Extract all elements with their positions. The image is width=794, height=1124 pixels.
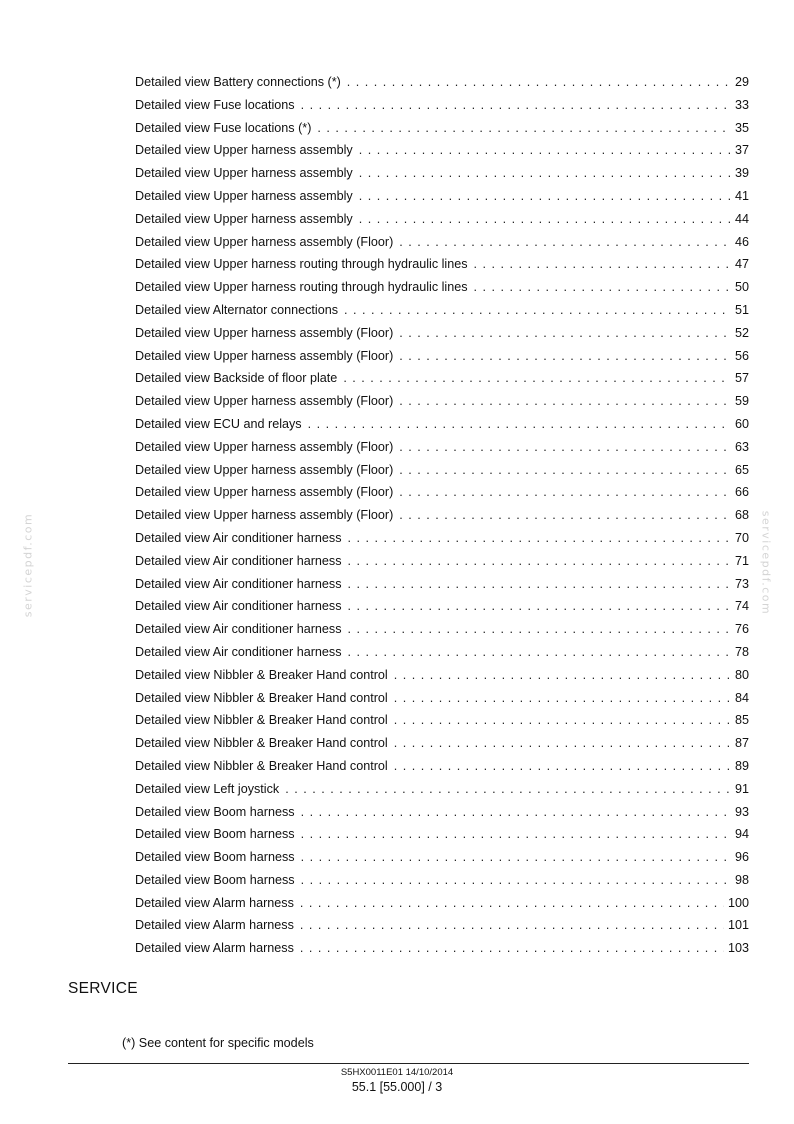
toc-leader-dots: [399, 481, 731, 504]
toc-leader-dots: [348, 573, 731, 596]
toc-entry-title: Detailed view Air conditioner harness: [135, 553, 342, 568]
toc-entry-title: Detailed view Nibbler & Breaker Hand control: [135, 736, 388, 751]
toc-entry-page: 89: [734, 758, 749, 773]
toc-entry[interactable]: [135, 459, 749, 482]
toc-entry-title: Detailed view Upper harness assembly (Floor): [135, 234, 394, 249]
toc-leader-dots: [394, 664, 731, 687]
toc-entry[interactable]: [135, 732, 749, 755]
toc-entry[interactable]: [135, 914, 749, 937]
toc-entry-page: 84: [734, 690, 749, 705]
toc-entry-title: Detailed view Alarm harness: [135, 918, 294, 933]
toc-leader-dots: [348, 595, 731, 618]
toc-leader-dots: [359, 162, 731, 185]
toc-leader-dots: [348, 641, 731, 664]
toc-leader-dots: [300, 892, 724, 915]
toc-entry-page: 52: [734, 325, 749, 340]
toc-entry[interactable]: [135, 664, 749, 687]
toc-entry-title: Detailed view Fuse locations: [135, 97, 295, 112]
toc-leader-dots: [348, 527, 731, 550]
toc-entry[interactable]: [135, 937, 749, 960]
toc-leader-dots: [399, 345, 731, 368]
toc-leader-dots: [317, 117, 731, 140]
toc-entry-page: 103: [727, 941, 749, 956]
toc-entry-title: Detailed view Upper harness assembly: [135, 143, 353, 158]
toc-leader-dots: [347, 71, 731, 94]
toc-entry[interactable]: [135, 139, 749, 162]
toc-entry[interactable]: [135, 185, 749, 208]
toc-entry-page: 93: [734, 804, 749, 819]
toc-leader-dots: [394, 755, 731, 778]
watermark-left: servicepdf.com: [21, 512, 35, 618]
toc-entry[interactable]: [135, 641, 749, 664]
toc-entry-page: 94: [734, 827, 749, 842]
toc-leader-dots: [348, 550, 731, 573]
toc-leader-dots: [394, 732, 731, 755]
toc-leader-dots: [399, 390, 731, 413]
toc-entry-page: 60: [734, 416, 749, 431]
toc-entry[interactable]: [135, 117, 749, 140]
toc-entry[interactable]: [135, 709, 749, 732]
toc-entry-title: Detailed view Alarm harness: [135, 895, 294, 910]
toc-leader-dots: [301, 869, 731, 892]
toc-entry[interactable]: [135, 687, 749, 710]
toc-entry-title: Detailed view Left joystick: [135, 781, 280, 796]
toc-entry-title: Detailed view Fuse locations (*): [135, 120, 312, 135]
toc-entry[interactable]: [135, 276, 749, 299]
footer-divider: [68, 1063, 749, 1064]
toc-entry-title: Detailed view Upper harness assembly: [135, 166, 353, 181]
footnote: (*) See content for specific models: [122, 1036, 314, 1050]
toc-entry-title: Detailed view Backside of floor plate: [135, 371, 338, 386]
toc-entry-page: 33: [734, 97, 749, 112]
toc-entry[interactable]: [135, 892, 749, 915]
toc-entry[interactable]: [135, 71, 749, 94]
toc-entry-title: Detailed view Upper harness assembly (Floor): [135, 485, 394, 500]
toc-entry-title: Detailed view Upper harness assembly: [135, 211, 353, 226]
toc-entry[interactable]: [135, 846, 749, 869]
toc-entry-page: 39: [734, 166, 749, 181]
toc-entry[interactable]: [135, 869, 749, 892]
toc-entry-title: Detailed view Air conditioner harness: [135, 599, 342, 614]
toc-entry[interactable]: [135, 413, 749, 436]
table-of-contents: [135, 71, 749, 960]
toc-entry[interactable]: [135, 778, 749, 801]
toc-entry-page: 100: [727, 895, 749, 910]
toc-entry-page: 37: [734, 143, 749, 158]
page-number: 55.1 [55.000] / 3: [351, 1080, 443, 1094]
toc-entry-page: 51: [734, 302, 749, 317]
toc-leader-dots: [300, 914, 724, 937]
toc-entry[interactable]: [135, 823, 749, 846]
toc-entry[interactable]: [135, 618, 749, 641]
toc-entry[interactable]: [135, 367, 749, 390]
toc-leader-dots: [399, 436, 731, 459]
toc-entry-page: 85: [734, 713, 749, 728]
toc-entry-title: Detailed view ECU and relays: [135, 416, 302, 431]
document-id: S5HX0011E01 14/10/2014: [340, 1067, 454, 1078]
toc-entry-title: Detailed view Air conditioner harness: [135, 576, 342, 591]
toc-leader-dots: [359, 208, 731, 231]
toc-entry-title: Detailed view Upper harness assembly (Floor): [135, 394, 394, 409]
toc-leader-dots: [300, 937, 724, 960]
toc-entry-title: Detailed view Alternator connections: [135, 302, 339, 317]
toc-leader-dots: [348, 618, 731, 641]
toc-entry-page: 41: [734, 188, 749, 203]
toc-entry-title: Detailed view Upper harness routing through hydraulic lines: [135, 280, 468, 295]
toc-entry[interactable]: [135, 231, 749, 254]
toc-entry-title: Detailed view Alarm harness: [135, 941, 294, 956]
toc-entry-title: Detailed view Air conditioner harness: [135, 644, 342, 659]
toc-entry-page: 76: [734, 622, 749, 637]
toc-entry-page: 35: [734, 120, 749, 135]
toc-entry[interactable]: [135, 595, 749, 618]
toc-entry-page: 101: [727, 918, 749, 933]
toc-leader-dots: [308, 413, 731, 436]
toc-leader-dots: [474, 276, 731, 299]
toc-entry-title: Detailed view Boom harness: [135, 850, 295, 865]
toc-leader-dots: [394, 709, 731, 732]
toc-entry[interactable]: [135, 573, 749, 596]
toc-entry-title: Detailed view Upper harness assembly (Floor): [135, 325, 394, 340]
toc-leader-dots: [301, 823, 731, 846]
toc-entry-page: 56: [734, 348, 749, 363]
toc-entry[interactable]: [135, 481, 749, 504]
toc-entry-title: Detailed view Boom harness: [135, 804, 295, 819]
toc-entry[interactable]: [135, 299, 749, 322]
toc-leader-dots: [399, 322, 731, 345]
toc-entry[interactable]: [135, 390, 749, 413]
toc-entry[interactable]: [135, 94, 749, 117]
toc-entry-title: Detailed view Upper harness assembly (Floor): [135, 462, 394, 477]
watermark-right: servicepdf.com: [759, 510, 773, 616]
toc-entry-page: 63: [734, 439, 749, 454]
toc-entry[interactable]: [135, 162, 749, 185]
toc-entry-title: Detailed view Nibbler & Breaker Hand control: [135, 713, 388, 728]
toc-entry-page: 57: [734, 371, 749, 386]
toc-entry[interactable]: [135, 504, 749, 527]
toc-entry-page: 59: [734, 394, 749, 409]
toc-entry-title: Detailed view Boom harness: [135, 872, 295, 887]
toc-entry[interactable]: [135, 208, 749, 231]
toc-leader-dots: [301, 94, 731, 117]
toc-leader-dots: [359, 185, 731, 208]
toc-entry[interactable]: [135, 801, 749, 824]
toc-entry-page: 68: [734, 508, 749, 523]
toc-entry[interactable]: [135, 345, 749, 368]
toc-entry-page: 98: [734, 872, 749, 887]
toc-entry-page: 66: [734, 485, 749, 500]
toc-leader-dots: [399, 504, 731, 527]
toc-entry[interactable]: [135, 527, 749, 550]
toc-entry[interactable]: [135, 253, 749, 276]
toc-entry-title: Detailed view Nibbler & Breaker Hand control: [135, 667, 388, 682]
toc-entry[interactable]: [135, 436, 749, 459]
toc-entry-page: 87: [734, 736, 749, 751]
toc-entry-page: 71: [734, 553, 749, 568]
toc-leader-dots: [474, 253, 731, 276]
toc-leader-dots: [301, 846, 731, 869]
toc-entry-page: 46: [734, 234, 749, 249]
toc-entry-title: Detailed view Nibbler & Breaker Hand control: [135, 758, 388, 773]
toc-leader-dots: [344, 299, 731, 322]
toc-entry-page: 44: [734, 211, 749, 226]
toc-leader-dots: [399, 231, 731, 254]
toc-entry-page: 78: [734, 644, 749, 659]
toc-entry[interactable]: [135, 322, 749, 345]
toc-entry-page: 50: [734, 280, 749, 295]
toc-entry-title: Detailed view Air conditioner harness: [135, 530, 342, 545]
toc-entry-title: Detailed view Upper harness assembly (Floor): [135, 439, 394, 454]
toc-entry[interactable]: [135, 755, 749, 778]
section-heading: SERVICE: [68, 980, 138, 997]
toc-entry[interactable]: [135, 550, 749, 573]
toc-leader-dots: [285, 778, 731, 801]
toc-entry-title: Detailed view Air conditioner harness: [135, 622, 342, 637]
toc-entry-title: Detailed view Nibbler & Breaker Hand control: [135, 690, 388, 705]
toc-leader-dots: [343, 367, 731, 390]
toc-entry-title: Detailed view Upper harness assembly (Floor): [135, 508, 394, 523]
toc-entry-page: 96: [734, 850, 749, 865]
toc-entry-title: Detailed view Upper harness routing through hydraulic lines: [135, 257, 468, 272]
toc-entry-title: Detailed view Upper harness assembly: [135, 188, 353, 203]
toc-leader-dots: [301, 801, 731, 824]
toc-entry-page: 70: [734, 530, 749, 545]
toc-entry-page: 29: [734, 75, 749, 89]
toc-entry-title: Detailed view Upper harness assembly (Floor): [135, 348, 394, 363]
toc-leader-dots: [359, 139, 731, 162]
toc-entry-page: 73: [734, 576, 749, 591]
toc-entry-title: Detailed view Battery connections (*): [135, 75, 341, 89]
toc-leader-dots: [399, 459, 731, 482]
toc-entry-page: 74: [734, 599, 749, 614]
toc-entry-page: 47: [734, 257, 749, 272]
toc-leader-dots: [394, 687, 731, 710]
toc-entry-page: 65: [734, 462, 749, 477]
toc-entry-title: Detailed view Boom harness: [135, 827, 295, 842]
toc-entry-page: 80: [734, 667, 749, 682]
toc-entry-page: 91: [734, 781, 749, 796]
